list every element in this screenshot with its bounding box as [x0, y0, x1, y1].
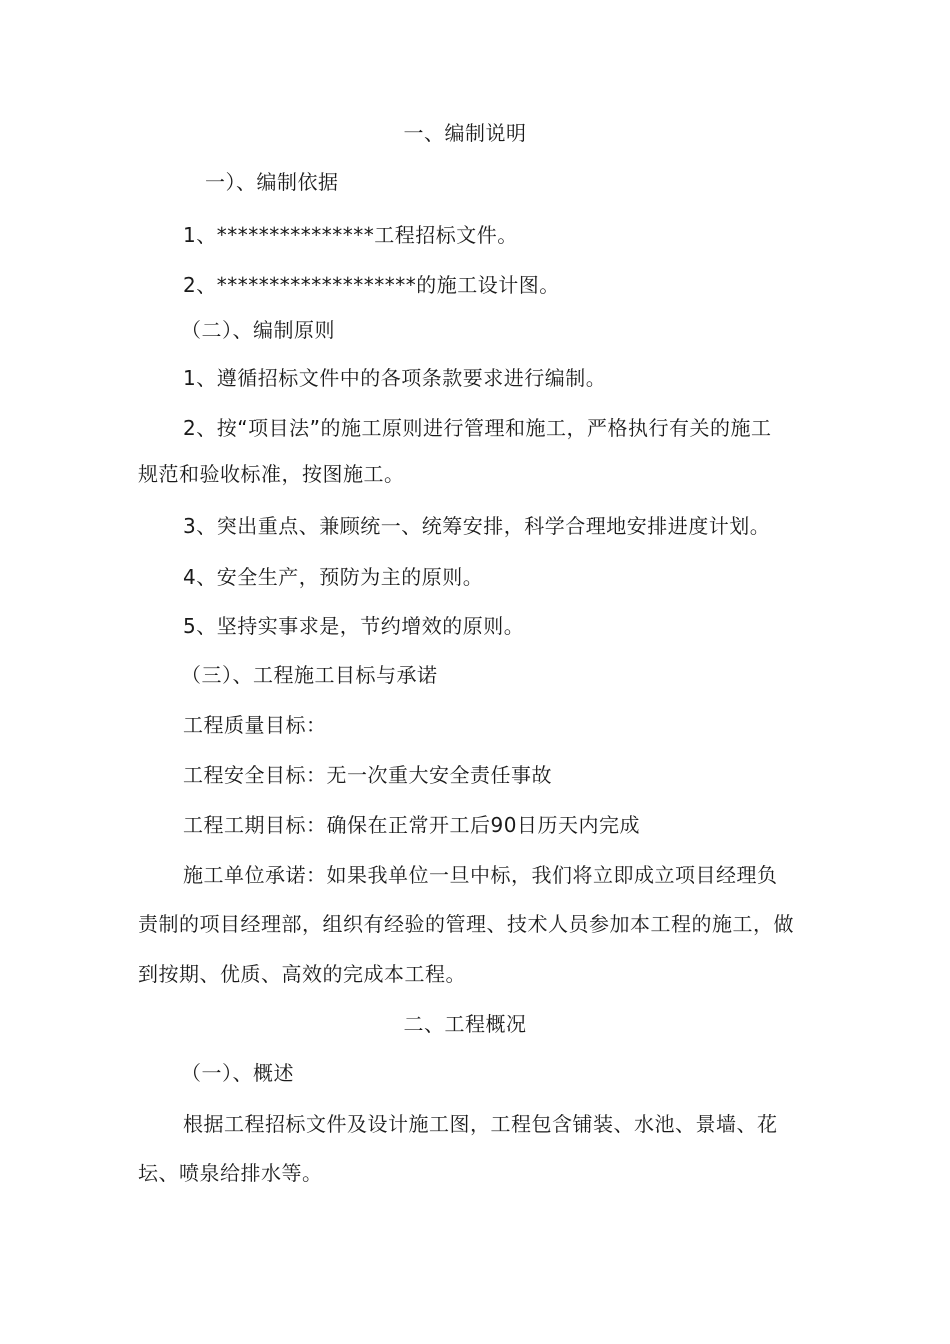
overview-line-2: 坛、喷泉给排水等。 — [138, 1161, 323, 1185]
basis-item-2: 2、*******************的施工设计图。 — [183, 273, 560, 297]
principle-item-5: 5、坚持实事求是，节约增效的原则。 — [183, 614, 525, 638]
goal-quality: 工程质量目标： — [183, 713, 327, 737]
basis-item-1: 1、***************工程招标文件。 — [183, 223, 518, 247]
subsection-title-principles: （二）、编制原则 — [181, 318, 335, 342]
section-heading-2: 二、工程概况 — [403, 1012, 527, 1036]
principle-item-1: 1、遵循招标文件中的各项条款要求进行编制。 — [183, 366, 607, 390]
principle-item-2: 2、按“项目法”的施工原则进行管理和施工，严格执行有关的施工 — [183, 416, 772, 440]
commitment-line-2: 责制的项目经理部，组织有经验的管理、技术人员参加本工程的施工，做 — [138, 912, 794, 936]
principle-item-2-cont: 规范和验收标准，按图施工。 — [138, 462, 405, 486]
principle-item-3: 3、突出重点、兼顾统一、统筹安排，科学合理地安排进度计划。 — [183, 514, 771, 538]
commitment-line-1: 施工单位承诺：如果我单位一旦中标，我们将立即成立项目经理负 — [183, 863, 778, 887]
section-heading-1: 一、编制说明 — [403, 121, 527, 145]
subsection-title-basis: 一）、编制依据 — [205, 170, 339, 194]
goal-schedule: 工程工期目标：确保在正常开工后90日历天内完成 — [183, 813, 640, 837]
commitment-line-3: 到按期、优质、高效的完成本工程。 — [138, 962, 466, 986]
subsection-title-goals: （三）、工程施工目标与承诺 — [181, 663, 438, 687]
goal-safety: 工程安全目标：无一次重大安全责任事故 — [183, 763, 552, 787]
principle-item-4: 4、安全生产，预防为主的原则。 — [183, 565, 484, 589]
subsection-title-overview: （一）、概述 — [181, 1061, 294, 1085]
overview-line-1: 根据工程招标文件及设计施工图，工程包含铺装、水池、景墙、花 — [183, 1112, 778, 1136]
